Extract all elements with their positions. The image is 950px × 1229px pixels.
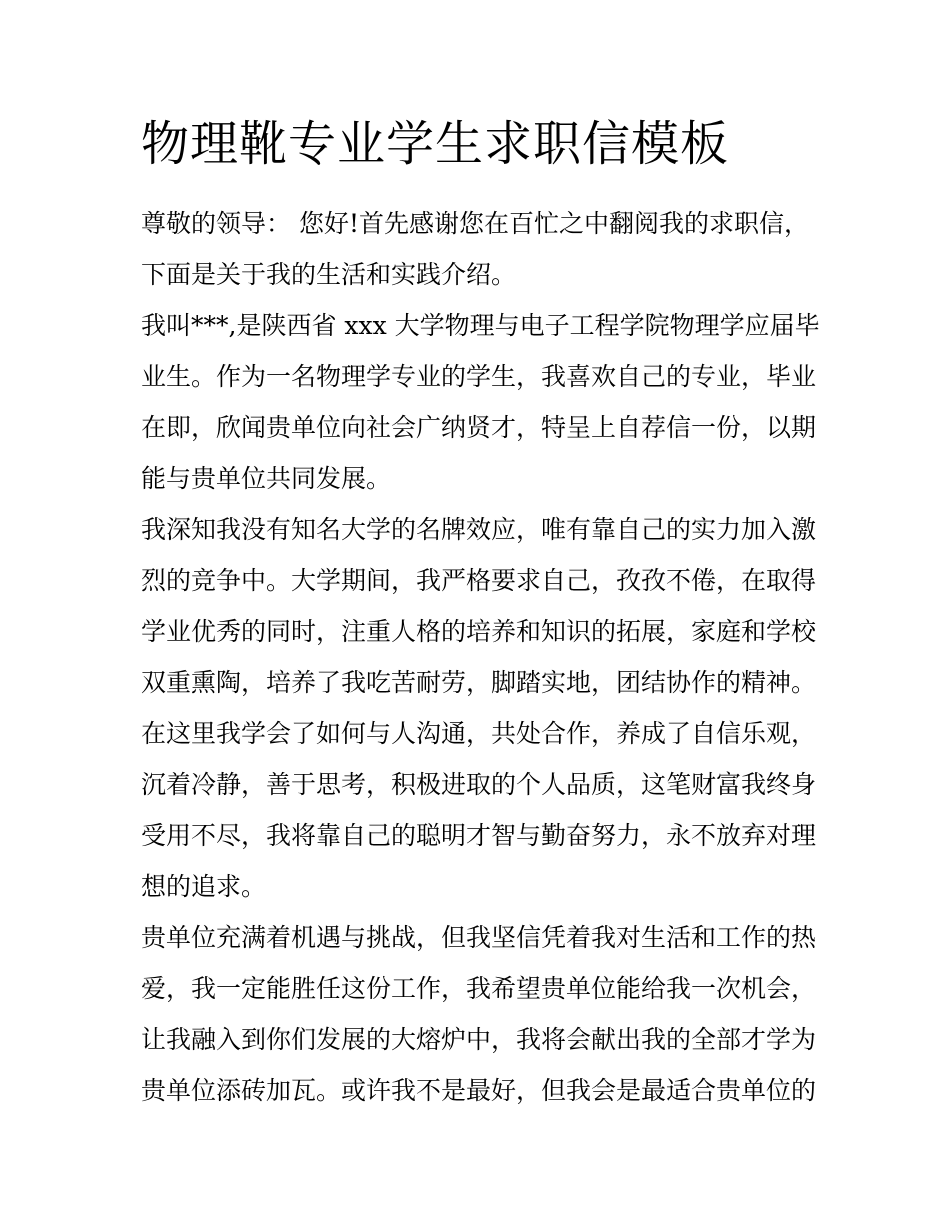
text-line: 能与贵单位共同发展。 <box>141 464 392 493</box>
text-line: 烈的竞争中。大学期间，我严格要求自己，孜孜不倦，在取得 <box>141 566 817 595</box>
document-title: 物理靴专业学生求职信模板 <box>141 116 730 172</box>
text-line: 让我融入到你们发展的大熔炉中，我将会献出我的全部才学为 <box>141 1025 817 1054</box>
text-line: 我深知我没有知名大学的名牌效应，唯有靠自己的实力加入激 <box>141 515 817 544</box>
text-line: 下面是关于我的生活和实践介绍。 <box>141 260 517 289</box>
text-line: 爱，我一定能胜任这份工作，我希望贵单位能给我一次机会， <box>141 974 817 1003</box>
text-line: 双重熏陶，培养了我吃苦耐劳，脚踏实地，团结协作的精神。 <box>141 668 817 697</box>
text-line: 受用不尽，我将靠自己的聪明才智与勤奋努力，永不放弃对理 <box>141 821 817 850</box>
text-line: 在这里我学会了如何与人沟通，共处合作，养成了自信乐观， <box>141 719 817 748</box>
text-line: 贵单位充满着机遇与挑战，但我坚信凭着我对生活和工作的热 <box>141 923 817 952</box>
text-line: 我叫***,是陕西省 xxx 大学物理与电子工程学院物理学应届毕 <box>141 311 820 340</box>
text-line: 想的追求。 <box>141 872 267 901</box>
document-body <box>141 198 821 1116</box>
text-line: 业生。作为一名物理学专业的学生，我喜欢自己的专业，毕业 <box>141 362 817 391</box>
text-line: 学业优秀的同时，注重人格的培养和知识的拓展，家庭和学校 <box>141 617 817 646</box>
text-line: 尊敬的领导： 您好!首先感谢您在百忙之中翻阅我的求职信， <box>141 209 809 238</box>
text-line: 贵单位添砖加瓦。或许我不是最好，但我会是最适合贵单位的 <box>141 1076 817 1105</box>
text-line: 在即，欣闻贵单位向社会广纳贤才，特呈上自荐信一份，以期 <box>141 413 817 442</box>
text-line: 沉着冷静，善于思考，积极进取的个人品质，这笔财富我终身 <box>141 770 817 799</box>
